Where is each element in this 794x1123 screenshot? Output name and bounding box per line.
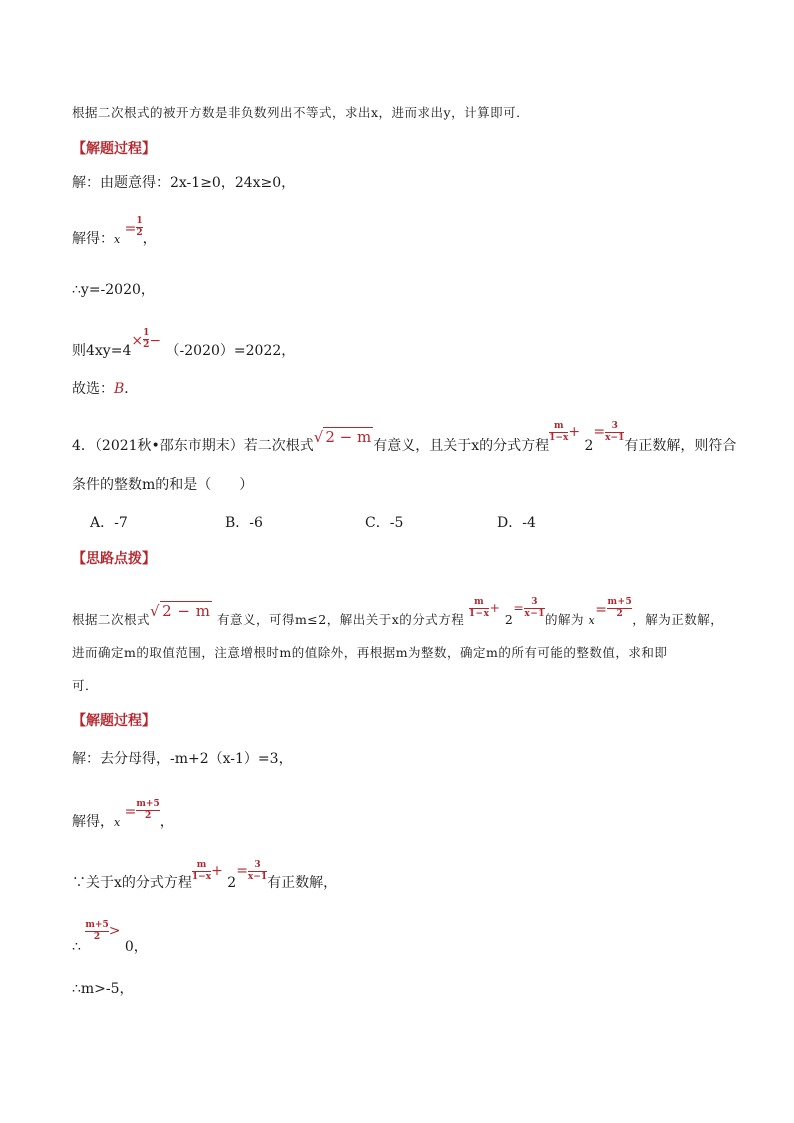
answer-letter: B [114, 381, 125, 397]
times-sign: × [131, 333, 144, 349]
option-b: B．-6 [225, 515, 263, 531]
denominator: 1−x [468, 609, 490, 619]
question4-line1 [72, 420, 737, 457]
numerator: m+5 [85, 919, 109, 930]
option-d: D．-4 [497, 515, 536, 531]
fraction-m-plus-5-over-2 [607, 598, 632, 619]
equals-sign: = [513, 600, 525, 615]
denominator: 2 [143, 339, 150, 350]
equals-sign: = [124, 804, 137, 820]
equals-sign: = [124, 221, 137, 237]
number-two: 2 [227, 875, 237, 891]
denominator: 1−x [549, 432, 569, 443]
text: 则4xy=4 [72, 343, 132, 359]
text: 有意义，可得m≤2，解出关于x的分式方程 [216, 612, 465, 627]
solution-heading-2: 【解题过程】 [72, 713, 156, 729]
fraction-3-over-x-minus-1 [605, 422, 624, 443]
fraction-m-over-1-minus-x [192, 861, 211, 882]
solution2-line5: ∴m>-5， [72, 981, 134, 997]
comma: ， [159, 814, 174, 830]
equals-sign: = [236, 863, 248, 879]
option-c: C．-5 [365, 515, 404, 531]
text: （-2020）=2022， [165, 343, 296, 359]
text: ∵关于x的分式方程 [72, 875, 192, 891]
denominator: 2 [93, 931, 101, 942]
numerator: 1 [136, 215, 143, 226]
numerator: 3 [611, 420, 618, 431]
numerator: m [196, 859, 207, 870]
greater-than-sign: > [108, 923, 121, 939]
hint2-line3: 可． [72, 678, 99, 693]
solution2-line4 [72, 919, 148, 958]
text: ，解为正数解， [632, 612, 724, 627]
variable-x: x [114, 816, 121, 829]
text: 根据二次根式 [72, 612, 151, 627]
equals-sign: = [593, 424, 606, 440]
hint2-line2: 进而确定m的取值范围，注意增根时m的值除外，再根据m为整数，确定m的所有可能的整数值，求和即 [72, 645, 668, 660]
radicand: 2 − m [162, 602, 211, 620]
fraction-m-plus-5-over-2 [85, 921, 108, 942]
comma: ， [142, 231, 157, 247]
option-a: A．-7 [90, 515, 128, 531]
fraction-m-over-1-minus-x [469, 598, 490, 619]
numerator: m+5 [607, 597, 633, 607]
numerator: m [553, 420, 564, 431]
radicand: 2 − m [325, 428, 372, 446]
solution2-line2 [72, 798, 174, 833]
fraction-3-over-x-minus-1 [248, 861, 267, 882]
solution2-line3 [72, 859, 338, 894]
hint2-line1 [72, 597, 724, 631]
therefore-symbol: ∴ [72, 939, 81, 955]
text: 有意义，且关于x的分式方程 [373, 438, 550, 454]
hint-heading: 【思路点拨】 [72, 551, 156, 567]
denominator: 1−x [191, 871, 212, 882]
text: 解得： [72, 231, 114, 247]
number-two: 2 [584, 438, 594, 454]
hint-text-1: 根据二次根式的被开方数是非负数列出不等式，求出x，进而求出y，计算即可． [72, 105, 530, 120]
plus-sign: + [568, 424, 581, 440]
text: ． [124, 381, 139, 397]
solution1-line3: ∴y=-2020， [72, 282, 155, 298]
text: 解得， [72, 814, 114, 830]
plus-sign: + [211, 863, 223, 879]
fraction-m-over-1-minus-x [549, 422, 568, 443]
denominator: x−1 [524, 609, 546, 619]
denominator: x−1 [247, 871, 268, 882]
variable-x: x [588, 614, 596, 627]
solution-heading-1: 【解题过程】 [72, 141, 156, 157]
text: 0， [124, 939, 148, 955]
fraction-3-over-x-minus-1 [524, 598, 545, 619]
numerator: 3 [531, 597, 539, 607]
solution1-line4 [72, 327, 296, 362]
numerator: m+5 [136, 798, 160, 809]
numerator: 3 [254, 859, 261, 870]
square-root-expression: √ 2 − m [150, 602, 211, 620]
plus-sign: + [489, 600, 501, 615]
fraction-one-half [136, 217, 142, 238]
variable-x: x [114, 233, 121, 246]
denominator: 2 [136, 227, 143, 238]
square-root-expression: √ 2 − m [313, 428, 372, 446]
denominator: 2 [144, 810, 152, 821]
text: 的解为 [545, 612, 585, 627]
numerator: 1 [143, 327, 150, 338]
denominator: 2 [616, 609, 624, 619]
question4-line2: 条件的整数m的和是（ ） [72, 477, 254, 493]
numerator: m [474, 597, 485, 607]
number-two: 2 [504, 612, 514, 627]
text: 4．（2021秋•邵东市期末）若二次根式 [72, 438, 314, 454]
text: 有正数解，则符合 [624, 438, 737, 454]
minus-sign: − [149, 333, 162, 349]
solution1-line5 [72, 378, 138, 398]
solution2-line1: 解：去分母得，-m+2（x-1）=3， [72, 751, 293, 767]
equals-sign: = [595, 602, 608, 618]
denominator: x−1 [605, 432, 625, 443]
solution1-line1: 解：由题意得：2x-1≥0，24x≥0， [72, 175, 296, 191]
fraction-m-plus-5-over-2 [136, 800, 159, 821]
text: 故选： [72, 381, 114, 397]
solution1-line2 [72, 215, 157, 250]
text: 有正数解， [267, 875, 338, 891]
